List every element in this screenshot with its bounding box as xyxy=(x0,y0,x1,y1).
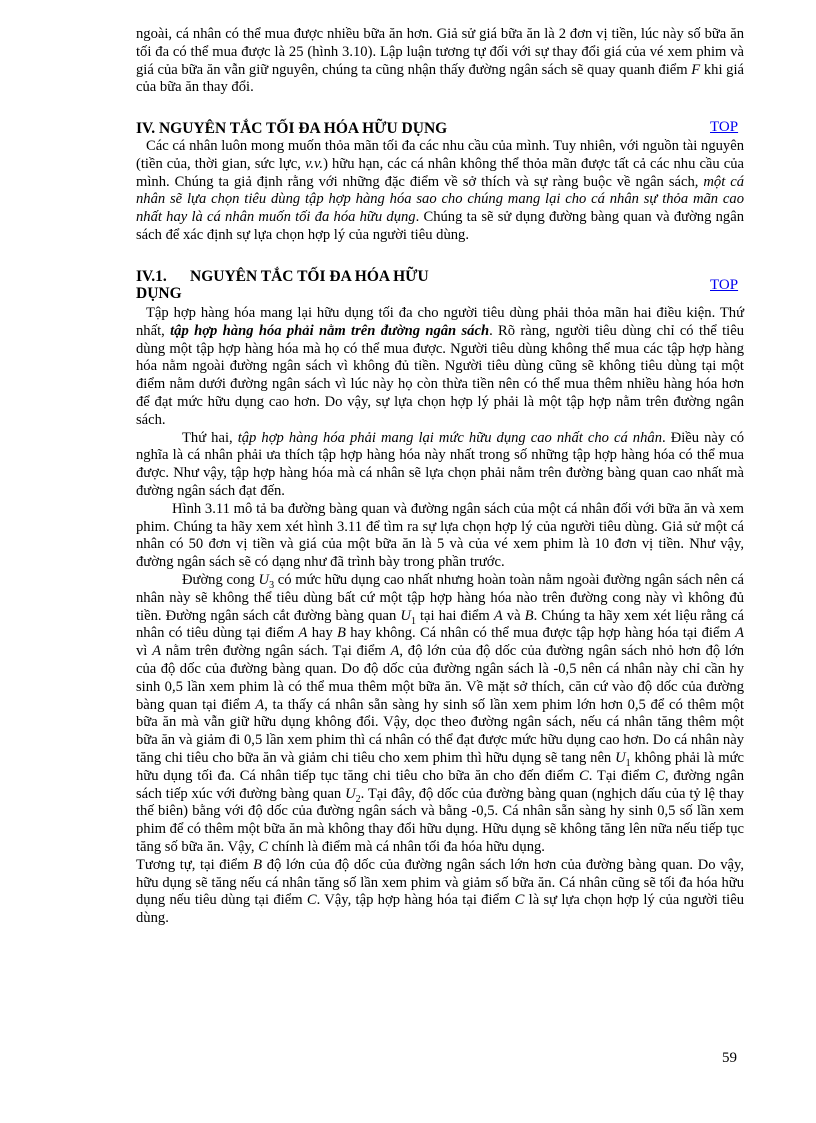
paragraph-2 xyxy=(136,430,744,501)
p2-text-c: . Điều này có nghĩa là cá nhân phải ưa thích tập hợp hàng hóa này nhất trong số những tập hợp hàng hóa có thể mua được. Như vậy, tập hợp hàng hóa mà cá nhân sẽ lựa chọn phải nằm trên đường bàng quan cao nhất mà đường ngân sách đạt đến. xyxy=(136,429,744,499)
p4-s11: , ta thấy cá nhân sẵn sàng hy sinh số lần xem phim lớn hơn 0,5 để có thêm một bữa ăn mà vẫn giữ hữu dụng không đổi. Vậy, dọc theo đường ngân sách, nếu cá nhân tăng thêm một bữa ăn và giảm đi 0,5 lần xem phim thì cá nhân có thể đạt được mức hữu dụng cao hơn. Do cá nhân này tăng chi tiêu cho bữa ăn và giảm chi tiêu cho xem phim thì hữu dụng sẽ tang nên xyxy=(136,696,744,766)
p4-s2: có mức hữu dụng cao nhất nhưng hoàn toàn nằm ngoài đường ngân sách nên cá nhân này sẽ không thể tiêu dùng bất cứ một tập hợp hàng hóa nào trên đường cong này vì không đủ tiền. Đường ngân sách cắt đường bàng quan xyxy=(136,571,744,624)
p4-a1: A xyxy=(493,607,503,624)
p4-u1b: U xyxy=(615,749,626,766)
p4-a6: A xyxy=(255,696,265,713)
p1-text-c: . Rõ ràng, người tiêu dùng chỉ có thể tiêu dùng một tập hợp hàng hóa mà họ có thể mua được. Người tiêu dùng không thể mua các tập hợp hàng hóa nằm ngoài đường ngân sách vì không đủ tiền. Người tiêu dùng cũng sẽ không tiêu dùng tại một điểm nằm dưới đường ngân sách vì lúc này họ còn thừa tiền nên có thể mua thêm nhiều hàng hóa hơn để đạt mức hữu dụng cao hơn. Do vậy, sự lựa chọn hợp lý phải là một tập hợp nằm trên đường ngân sách. xyxy=(136,322,744,428)
paragraph-3: Hình 3.11 mô tả ba đường bàng quan và đường ngân sách của một cá nhân đối với bữa ăn và xem phim. Chúng ta hãy xem xét hình 3.11 để tìm ra sự lựa chọn hợp lý của người tiêu dùng. Giả sử một cá nhân có 50 đơn vị tiền và giá của một bữa ăn là 5 và của vé xem phim là 10 đơn vị tiền. Như vậy, đường ngân sách sẽ có dạng như đã trình bày trong phần trước. xyxy=(136,500,744,571)
paragraph-1 xyxy=(136,305,744,430)
p4-a4: A xyxy=(152,643,161,660)
p4-s9: nằm trên đường ngân sách. Tại điểm xyxy=(161,643,391,660)
section-text-a: Các cá nhân luôn mong muốn thỏa mãn tối đa các nhu cầu của mình. Tuy nhiên, với nguồn tài nguyên (tiền của, thời gian, sức lực, xyxy=(136,138,744,172)
p4-s5: . Chúng ta hãy xem xét liệu rằng cá nhân có tiêu dùng tại điểm xyxy=(136,607,745,642)
intro-text: ngoài, cá nhân có thể mua được nhiều bữa ăn hơn. Giả sử giá bữa ăn là 2 đơn vị tiền, lúc này số bữa ăn tối đa có thể mua được là 25 (hình 3.10). Lập luận tương tự đối với sự thay đổi giá của vé xem phim và giá của bữa ăn vẫn giữ nguyên, chúng ta cũng nhận thấy đường ngân sách sẽ quay quanh điểm xyxy=(136,26,744,78)
p4-a2: A xyxy=(298,625,308,642)
paragraph-5 xyxy=(136,857,744,928)
p5-s4: là sự lựa chọn hợp lý của người tiêu dùng. xyxy=(136,892,744,927)
top-link-subsection[interactable]: TOP xyxy=(710,277,739,293)
p4-s16: chính là điểm mà cá nhân tối đa hóa hữu dụng. xyxy=(267,838,545,855)
section-text-italic: một cá nhân sẽ lựa chọn tiêu dùng tập hợp hàng hóa sao cho chúng mang lại cho cá nhân sự thỏa mãn cao nhất hay là cá nhân muốn tối đa hóa hữu dụng xyxy=(136,173,744,226)
p5-s2: độ lớn của độ dốc của đường ngân sách lớn hơn của đường bàng quan. Do vậy, hữu dụng sẽ tăng nếu cá nhân tăng số lần xem phim và giảm số bữa ăn. Cá nhân cũng sẽ tối đa hóa hữu dụng nếu tiêu dùng tại điểm xyxy=(136,856,745,909)
section-text-c: ) hữu hạn, các cá nhân không thể thỏa mãn được tất cả các nhu cầu của mình. Chúng ta giả định rằng với những đặc điểm về sở thích và sự ràng buộc về ngân sách, xyxy=(136,155,744,190)
p4-c2: C xyxy=(655,767,665,784)
p4-u2-sub: 2 xyxy=(355,793,361,805)
point-f: F xyxy=(691,61,701,78)
p4-u3: U xyxy=(258,571,270,588)
p4-u1-sub: 1 xyxy=(410,615,416,627)
p4-a3: A xyxy=(735,625,744,642)
p5-s3: . Vậy, tập hợp hàng hóa tại điểm xyxy=(316,892,515,909)
p5-c2: C xyxy=(514,892,525,909)
p5-c1: C xyxy=(306,892,317,909)
p4-c3: C xyxy=(258,838,268,855)
p4-c1: C xyxy=(579,767,589,784)
subsection-title: NGUYÊN TẮC TỐI ĐA HÓA HỮU DỤNG xyxy=(136,268,429,302)
p4-u2: U xyxy=(345,785,356,802)
section-paragraph xyxy=(136,138,744,245)
p2-text-a: Thứ hai, xyxy=(182,429,238,446)
section-text-vv: v.v. xyxy=(304,155,324,172)
p4-u1b-sub: 1 xyxy=(625,757,631,769)
p4-s1: Đường cong xyxy=(182,571,259,588)
top-link-section[interactable]: TOP xyxy=(710,119,739,135)
section-heading: IV. NGUYÊN TẮC TỐI ĐA HÓA HỮU DỤNG xyxy=(136,120,448,137)
p4-s14: , đường ngân sách tiếp xúc với đường bàng quan xyxy=(136,767,744,802)
p4-u1: U xyxy=(400,607,411,624)
p4-s3: tại hai điểm xyxy=(415,607,494,624)
paragraph-4 xyxy=(136,572,744,857)
p5-s1: Tương tự, tại điểm xyxy=(136,856,254,873)
p4-b1: B xyxy=(524,607,534,624)
p4-u3-sub: 3 xyxy=(269,579,275,591)
section-text-e: . Chúng ta sẽ sử dụng đường bàng quan và đường ngân sách để xác định sự lựa chọn hợp lý của người tiêu dùng. xyxy=(136,209,744,243)
p4-s4: và xyxy=(502,607,525,624)
p4-s6: hay xyxy=(307,625,338,642)
subsection-number: IV.1. xyxy=(136,268,167,285)
page-number: 59 xyxy=(722,1050,737,1066)
body-text xyxy=(136,305,744,928)
intro-paragraph xyxy=(136,26,744,97)
p4-s15: . Tại đây, độ dốc của đường bàng quan (nghịch dấu của tỷ lệ thay thế biên) bằng với độ dốc của đường ngân sách và bằng -0,5. Cá nhân sẵn sàng hy sinh 0,5 số lần xem phim để có thêm một bữa ăn mà không thay đổi hữu dụng. Hữu dụng sẽ không tăng lên nữa nếu tiếp tục tăng số bữa ăn. Vậy, xyxy=(136,785,744,855)
p1-condition-1: tập hợp hàng hóa phải nằm trên đường ngân sách xyxy=(170,322,490,339)
p4-b2: B xyxy=(337,625,346,642)
intro-text-end: khi giá của bữa ăn thay đổi. xyxy=(136,61,744,96)
p2-condition-2: tập hợp hàng hóa phải mang lại mức hữu dụng cao nhất cho cá nhân xyxy=(237,429,662,446)
p5-b: B xyxy=(253,856,263,873)
subsection-heading xyxy=(136,268,466,302)
p1-text-a: Tập hợp hàng hóa mang lại hữu dụng tối đa cho người tiêu dùng phải thỏa mãn hai điều kiện. Thứ nhất, xyxy=(136,305,744,339)
p4-s7: hay không. Cá nhân có thể mua được tập hợp hàng hóa tại điểm xyxy=(345,625,736,642)
p4-s10: , độ lớn của độ dốc của đường ngân sách nhỏ hơn độ lớn của độ dốc của đường bàng quan. Do độ dốc của đường ngân sách là -0,5 nên cá nhân này chỉ cần hy sinh 0,5 lần xem phim là có thể mua thêm một bữa ăn. Về mặt sở thích, căn cứ vào độ dốc của đường bàng quan tại điểm xyxy=(136,643,744,713)
p4-a5: A xyxy=(390,643,400,660)
p4-s13: . Tại điểm xyxy=(588,767,656,784)
p4-s12: không phải là mức hữu dụng tối đa. Cá nhân tiếp tục tăng chi tiêu cho bữa ăn cho đến điểm xyxy=(136,749,744,784)
p4-s8: vì xyxy=(136,643,153,660)
